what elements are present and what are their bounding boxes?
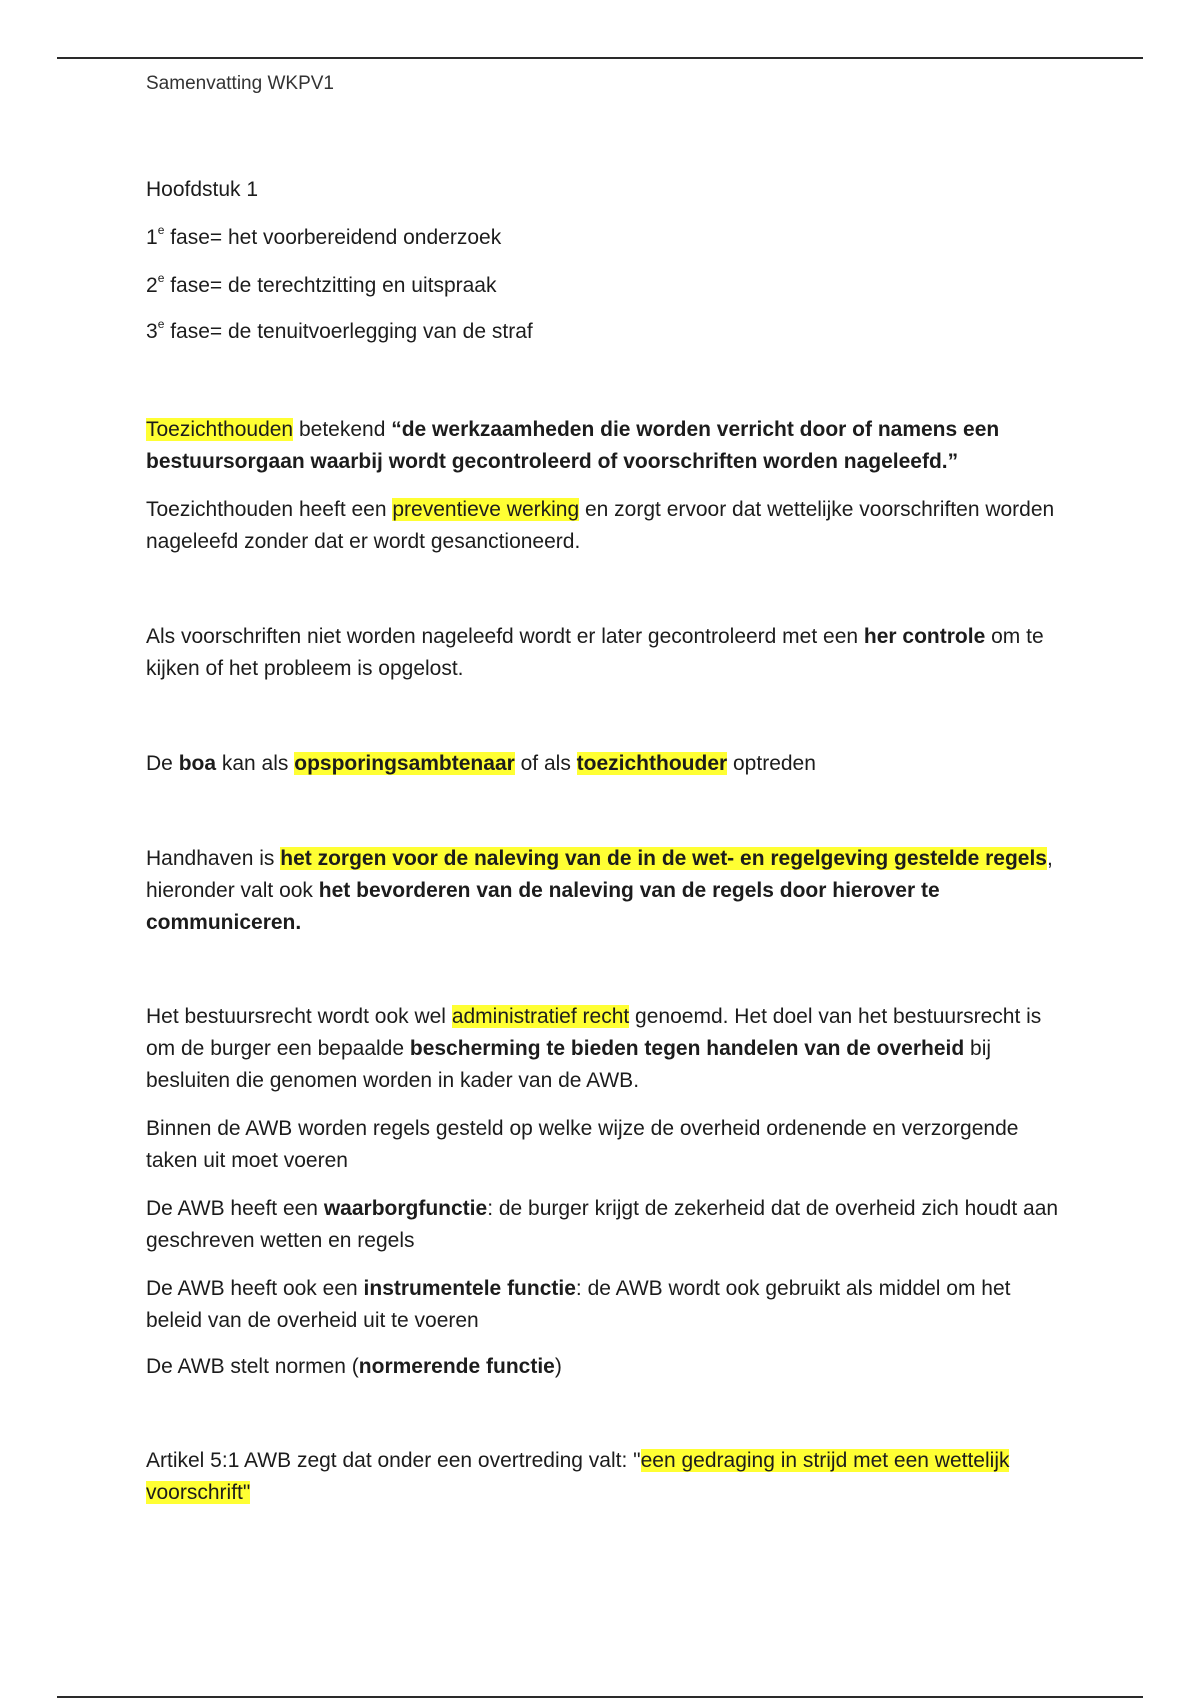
hercontrole-paragraph: Als voorschriften niet worden nageleefd wordt er later gecontroleerd met een her controle om te kijken of het probleem is opgelost. — [146, 625, 1044, 680]
preventief-paragraph: Toezichthouden heeft een preventieve werking en zorgt ervoor dat wettelijke voorschriften worden nageleefd zonder dat er wordt gesanctioneerd. — [146, 498, 1055, 553]
highlight-term: Toezichthouden — [146, 418, 294, 441]
handhaven-paragraph: Handhaven is het zorgen voor de naleving van de in de wet- en regelgeving gestelde regels, hieronder valt ook het bevorderen van de naleving van de regels door hierover te communiceren. — [146, 847, 1053, 934]
waarborg-paragraph: De AWB heeft een waarborgfunctie: de burger krijgt de zekerheid dat de overheid zich houdt aan geschreven wetten en regels — [146, 1197, 1059, 1252]
highlight-term: toezichthouder — [576, 752, 728, 775]
phase-3: 3e fase= de tenuitvoerlegging van de straf — [146, 317, 533, 343]
top-rule — [57, 57, 1143, 59]
phase-1: 1e fase= het voorbereidend onderzoek — [146, 223, 502, 249]
artikel-paragraph: Artikel 5:1 AWB zegt dat onder een overtreding valt: "een gedraging in strijd met een wettelijk voorschrift" — [146, 1449, 1010, 1504]
highlight-term: administratief recht — [451, 1005, 630, 1028]
bottom-rule — [57, 1696, 1143, 1698]
highlight-term: preventieve werking — [392, 498, 580, 521]
highlight-term: opsporingsambtenaar — [294, 752, 515, 775]
highlight-term: het zorgen voor de naleving van de in de wet- en regelgeving gestelde regels — [280, 847, 1047, 870]
awb-regels-paragraph: Binnen de AWB worden regels gesteld op welke wijze de overheid ordenende en verzorgende taken uit moet voeren — [146, 1117, 1019, 1172]
instrumenteel-paragraph: De AWB heeft ook een instrumentele functie: de AWB wordt ook gebruikt als middel om het beleid van de overheid uit te voeren — [146, 1277, 1011, 1332]
document-body — [146, 70, 1066, 1509]
bestuursrecht-paragraph: Het bestuursrecht wordt ook wel administratief recht genoemd. Het doel van het bestuursrecht is om de burger een bepaalde bescherming te bieden tegen handelen van de overheid bij besluiten die genomen worden in kader van de AWB. — [146, 1005, 1042, 1092]
phase-2: 2e fase= de terechtzitting en uitspraak — [146, 271, 497, 297]
boa-paragraph: De boa kan als opsporingsambtenaar of als toezichthouder optreden — [146, 752, 816, 775]
document-header: Samenvatting WKPV1 — [146, 73, 334, 94]
toezicht-definition: Toezichthouden betekend “de werkzaamheden die worden verricht door of namens een bestuursorgaan waarbij wordt gecontroleerd of voorschriften worden nageleefd.” — [146, 418, 1000, 473]
chapter-title: Hoofdstuk 1 — [146, 178, 259, 201]
highlight-term: een gedraging in strijd met een wettelijk voorschrift" — [146, 1449, 1010, 1504]
normerend-paragraph: De AWB stelt normen (normerende functie) — [146, 1355, 562, 1378]
